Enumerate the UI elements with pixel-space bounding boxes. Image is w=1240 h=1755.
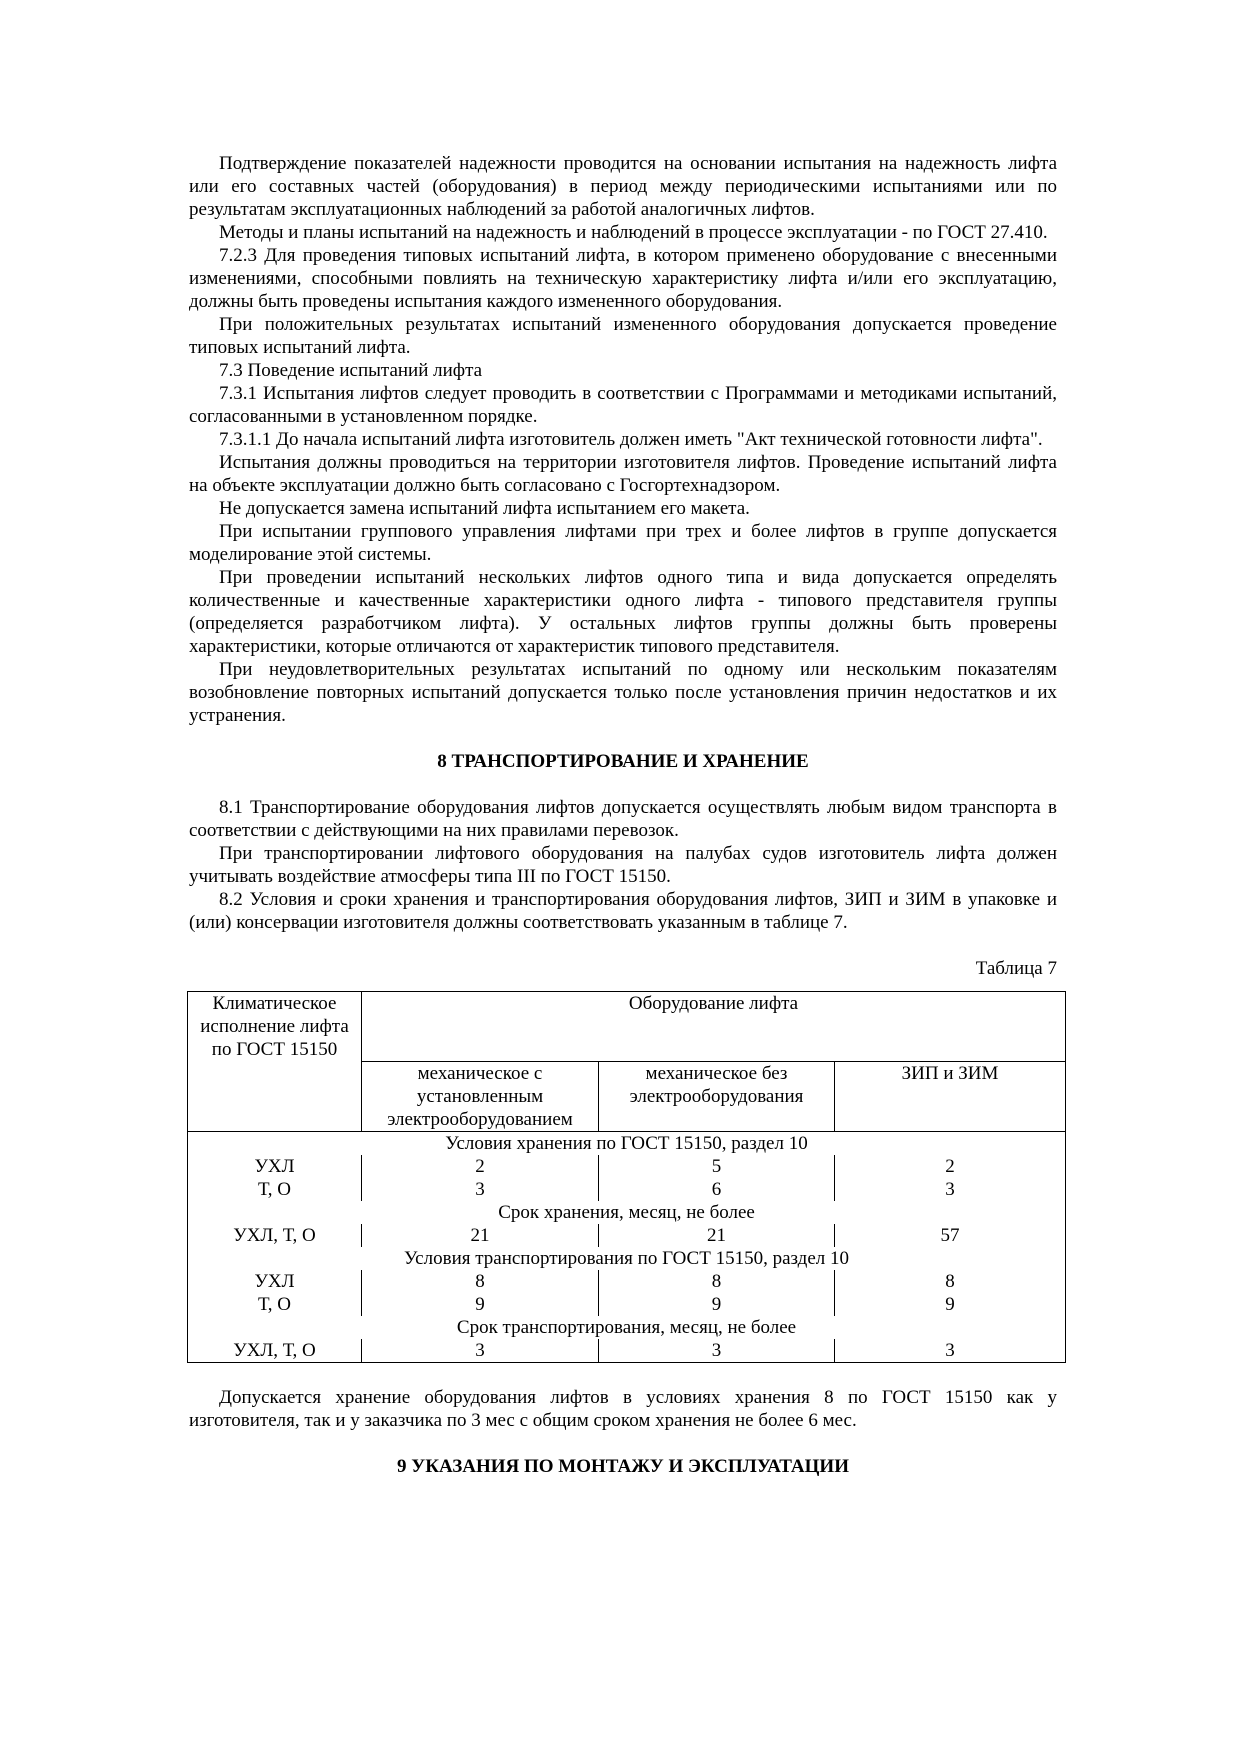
table-section-row [188,1247,1066,1270]
paragraph: Методы и планы испытаний на надежность и наблюдений в процессе эксплуатации - по ГОСТ 27.410. [219,222,1048,243]
paragraph: При положительных результатах испытаний измененного оборудования допускается проведение типовых испытаний лифта. [189,314,1057,358]
table-row [188,1339,1066,1363]
section-heading-8: 8 ТРАНСПОРТИРОВАНИЕ И ХРАНЕНИЕ [437,751,809,772]
section-title: Срок транспортирования, месяц, не более [188,1316,1066,1339]
section-title: Условия транспортирования по ГОСТ 15150, раздел 10 [188,1247,1066,1270]
paragraph: При испытании группового управления лифтами при трех и более лифтов в группе допускается моделирование этой системы. [189,521,1057,565]
table-section-row [188,1201,1066,1224]
table-row [188,1155,1066,1178]
header-climatic: Климатическое исполнение лифта по ГОСТ 15150 [188,992,362,1132]
section-title: Срок хранения, месяц, не более [188,1201,1066,1224]
table-section-row [188,1316,1066,1339]
paragraph: 8.1 Транспортирование оборудования лифтов допускается осуществлять любым видом транспорта в соответствии с действующими на них правилами перевозок. [189,797,1057,841]
subsection-title: 7.3 Поведение испытаний лифта [219,360,483,381]
table-row [188,1270,1066,1293]
paragraph: Подтверждение показателей надежности проводится на основании испытания на надежность лифта или его составных частей (оборудования) в период между периодическими испытаниями или по результатам эксплуатационных наблюдений за работой аналогичных лифтов. [189,153,1057,220]
cell-value: 57 [835,1224,1066,1247]
cell-value: 2 [835,1155,1066,1178]
table-row [188,1293,1066,1316]
table-row [188,1178,1066,1201]
cell-value: 8 [835,1270,1066,1293]
header-equipment-group: Оборудование лифта [362,992,1066,1062]
cell-label: УХЛ, Т, О [188,1224,362,1247]
paragraph: 7.3.1 Испытания лифтов следует проводить в соответствии с Программами и методиками испытаний, согласованными в установленном порядке. [189,383,1057,427]
table-7 [187,991,1066,1363]
header-mech-without-electric: механическое без электрооборудования [599,1062,835,1132]
cell-value: 3 [835,1339,1066,1363]
cell-value: 3 [599,1339,835,1363]
paragraph: 7.3.1.1 До начала испытаний лифта изготовитель должен иметь "Акт технической готовности лифта". [219,429,1043,450]
cell-value: 21 [362,1224,599,1247]
cell-value: 3 [362,1339,599,1363]
paragraph: Допускается хранение оборудования лифтов в условиях хранения 8 по ГОСТ 15150 как у изготовителя, так и у заказчика по 3 мес с общим сроком хранения не более 6 мес. [189,1387,1057,1431]
table-section-row [188,1132,1066,1156]
section-title: Условия хранения по ГОСТ 15150, раздел 10 [188,1132,1066,1156]
paragraph: 8.2 Условия и сроки хранения и транспортирования оборудования лифтов, ЗИП и ЗИМ в упаковке и (или) консервации изготовителя должны соответствовать указанным в таблице 7. [189,889,1057,933]
cell-label: УХЛ, Т, О [188,1339,362,1363]
cell-value: 6 [599,1178,835,1201]
cell-value: 9 [835,1293,1066,1316]
document-page [189,152,1057,1478]
paragraph: При неудовлетворительных результатах испытаний по одному или нескольким показателям возобновление повторных испытаний допускается только после установления причин недостатков и их устранения. [189,659,1057,726]
cell-value: 2 [362,1155,599,1178]
paragraph: При транспортировании лифтового оборудования на палубах судов изготовитель лифта должен учитывать воздействие атмосферы типа III по ГОСТ 15150. [189,843,1057,887]
cell-value: 9 [362,1293,599,1316]
paragraph: Испытания должны проводиться на территории изготовителя лифтов. Проведение испытаний лифта на объекте эксплуатации должно быть согласовано с Госгортехнадзором. [189,452,1057,496]
cell-value: 8 [362,1270,599,1293]
cell-label: Т, О [188,1293,362,1316]
table-caption: Таблица 7 [975,958,1057,979]
cell-label: УХЛ [188,1155,362,1178]
cell-value: 5 [599,1155,835,1178]
header-spare-parts: ЗИП и ЗИМ [835,1062,1066,1132]
table-row [188,1224,1066,1247]
cell-value: 21 [599,1224,835,1247]
cell-value: 8 [599,1270,835,1293]
cell-label: Т, О [188,1178,362,1201]
cell-value: 9 [599,1293,835,1316]
paragraph: Не допускается замена испытаний лифта испытанием его макета. [219,498,750,519]
cell-label: УХЛ [188,1270,362,1293]
section-heading-9: 9 УКАЗАНИЯ ПО МОНТАЖУ И ЭКСПЛУАТАЦИИ [397,1456,849,1477]
header-mech-with-electric: механическое с установленным электрооборудованием [362,1062,599,1132]
paragraph: 7.2.3 Для проведения типовых испытаний лифта, в котором применено оборудование с внесенными изменениями, способными повлиять на техническую характеристику лифта и/или его эксплуатацию, должны быть проведены испытания каждого измененного оборудования. [189,245,1057,312]
cell-value: 3 [835,1178,1066,1201]
paragraph: При проведении испытаний нескольких лифтов одного типа и вида допускается определять количественные и качественные характеристики одного лифта - типового представителя группы (определяется разработчиком лифта). У остальных лифтов группы должны быть проверены характеристики, которые отличаются от характеристик типового представителя. [189,567,1057,657]
cell-value: 3 [362,1178,599,1201]
